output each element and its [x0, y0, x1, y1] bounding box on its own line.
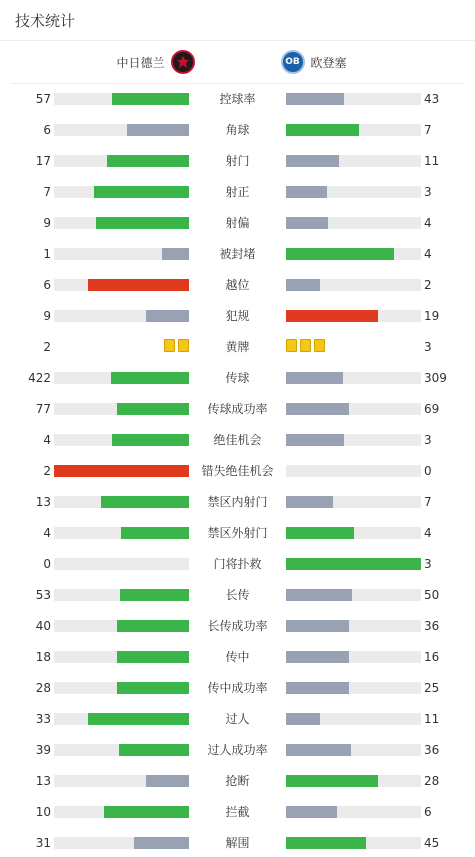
stat-label: 被封堵 [219, 247, 256, 261]
stat-label: 绝佳机会 [213, 433, 262, 447]
away-bar-fill [286, 186, 327, 198]
away-value: 4 [424, 526, 432, 540]
stat-label: 门将扑救 [213, 557, 262, 571]
away-bar-fill [286, 527, 354, 539]
stat-row [0, 338, 475, 356]
home-bar-track [54, 124, 189, 136]
away-bar-fill [286, 496, 333, 508]
home-value: 6 [43, 278, 51, 292]
away-value: 309 [424, 371, 447, 385]
home-bar-track [54, 837, 189, 849]
away-bar-fill [286, 93, 344, 105]
away-bar-track [286, 682, 421, 694]
away-bar-fill [286, 620, 349, 632]
stat-row [0, 369, 475, 387]
away-bar-track [286, 465, 421, 477]
stat-label: 射偏 [225, 216, 250, 230]
home-bar-fill [101, 496, 189, 508]
away-bar-fill [286, 651, 349, 663]
home-bar-track [54, 372, 189, 384]
away-bar-track [286, 403, 421, 415]
home-value: 1 [43, 247, 51, 261]
home-value: 13 [35, 495, 51, 509]
away-bar-fill [286, 744, 351, 756]
stat-label: 越位 [225, 278, 250, 292]
stat-row [0, 586, 475, 604]
away-value: 6 [424, 805, 432, 819]
home-bar-fill [117, 620, 189, 632]
home-bar-track [54, 217, 189, 229]
yellow-card-icon [286, 339, 297, 352]
away-bar-track [286, 279, 421, 291]
stat-row [0, 400, 475, 418]
stat-label: 犯规 [225, 309, 250, 323]
away-bar-fill [286, 682, 349, 694]
stat-row [0, 834, 475, 852]
stat-row [0, 276, 475, 294]
stat-row [0, 803, 475, 821]
stat-row [0, 307, 475, 325]
stat-row [0, 493, 475, 511]
home-bar-fill [121, 527, 189, 539]
away-value: 69 [424, 402, 440, 416]
away-value: 2 [424, 278, 432, 292]
away-value: 4 [424, 216, 432, 230]
away-bar-fill [286, 217, 328, 229]
home-bar-fill [120, 589, 189, 601]
stat-label: 错失绝佳机会 [201, 464, 274, 478]
home-bar-fill [134, 837, 189, 849]
home-bar-track [54, 465, 189, 477]
away-value: 3 [424, 557, 432, 571]
yellow-card-icon [314, 339, 325, 352]
home-team-logo-icon [171, 50, 195, 74]
away-bar-fill [286, 372, 343, 384]
stat-label: 传中 [225, 650, 250, 664]
stat-row [0, 214, 475, 232]
away-value: 50 [424, 588, 440, 602]
stat-row [0, 772, 475, 790]
home-bar-fill [117, 651, 189, 663]
yellow-card-icon [164, 339, 175, 352]
away-value: 4 [424, 247, 432, 261]
stat-label: 长传 [225, 588, 250, 602]
away-bar-fill [286, 713, 320, 725]
stat-row [0, 183, 475, 201]
away-value: 3 [424, 185, 432, 199]
home-bar-track [54, 186, 189, 198]
away-value: 36 [424, 619, 440, 633]
stat-label: 传中成功率 [207, 681, 268, 695]
home-bar-track [54, 744, 189, 756]
away-bar-track [286, 620, 421, 632]
home-bar-fill [88, 713, 189, 725]
away-bar-track [286, 372, 421, 384]
home-bar-track [54, 682, 189, 694]
home-value: 422 [28, 371, 51, 385]
away-bar-fill [286, 124, 359, 136]
away-bar-fill [286, 434, 344, 446]
home-value: 4 [43, 433, 51, 447]
home-value: 2 [43, 464, 51, 478]
away-bar-track [286, 496, 421, 508]
page-header [0, 0, 475, 41]
home-bar-fill [54, 465, 189, 477]
home-bar-track [54, 589, 189, 601]
home-value: 77 [35, 402, 51, 416]
home-yellow-cards [164, 339, 189, 353]
home-bar-track [54, 496, 189, 508]
away-bar-fill [286, 403, 349, 415]
stat-row [0, 648, 475, 666]
home-bar-track [54, 775, 189, 787]
away-value: 28 [424, 774, 440, 788]
away-bar-track [286, 527, 421, 539]
stat-row [0, 245, 475, 263]
home-bar-fill [104, 806, 189, 818]
home-value: 13 [35, 774, 51, 788]
stat-label: 解围 [225, 836, 250, 850]
away-bar-track [286, 775, 421, 787]
stat-label: 长传成功率 [207, 619, 268, 633]
away-bar-track [286, 248, 421, 260]
away-value: 19 [424, 309, 440, 323]
stat-row [0, 555, 475, 573]
home-value: 31 [35, 836, 51, 850]
home-bar-fill [107, 155, 189, 167]
home-value: 2 [43, 340, 51, 354]
away-value: 16 [424, 650, 440, 664]
stat-row [0, 431, 475, 449]
home-value: 9 [43, 216, 51, 230]
stat-label: 控球率 [219, 92, 256, 106]
away-bar-track [286, 806, 421, 818]
away-value: 36 [424, 743, 440, 757]
away-bar-track [286, 93, 421, 105]
home-value: 10 [35, 805, 51, 819]
away-bar-fill [286, 279, 320, 291]
yellow-card-icon [300, 339, 311, 352]
stat-label: 传球成功率 [207, 402, 268, 416]
away-value: 7 [424, 495, 432, 509]
home-bar-fill [88, 279, 189, 291]
home-value: 7 [43, 185, 51, 199]
yellow-card-icon [178, 339, 189, 352]
stat-row [0, 617, 475, 635]
home-bar-fill [146, 775, 189, 787]
home-bar-track [54, 310, 189, 322]
stat-row [0, 90, 475, 108]
home-bar-track [54, 806, 189, 818]
home-value: 57 [35, 92, 51, 106]
away-bar-track [286, 186, 421, 198]
stat-row [0, 679, 475, 697]
home-bar-fill [146, 310, 189, 322]
away-bar-track [286, 713, 421, 725]
stat-row [0, 710, 475, 728]
home-bar-track [54, 558, 189, 570]
stat-label: 黄牌 [225, 340, 250, 354]
away-bar-fill [286, 155, 339, 167]
home-bar-fill [94, 186, 189, 198]
home-bar-track [54, 527, 189, 539]
home-bar-fill [117, 682, 189, 694]
page-title: 技术统计 [15, 12, 76, 30]
away-value: 3 [424, 340, 432, 354]
stat-label: 禁区内射门 [207, 495, 268, 509]
stat-label: 禁区外射门 [207, 526, 268, 540]
away-bar-track [286, 744, 421, 756]
home-value: 53 [35, 588, 51, 602]
away-bar-fill [286, 806, 337, 818]
away-bar-track [286, 651, 421, 663]
home-bar-track [54, 651, 189, 663]
away-bar-fill [286, 310, 378, 322]
home-value: 6 [43, 123, 51, 137]
away-bar-fill [286, 589, 352, 601]
home-bar-fill [111, 372, 189, 384]
home-bar-track [54, 279, 189, 291]
away-bar-fill [286, 558, 421, 570]
away-bar-track [286, 434, 421, 446]
home-bar-fill [96, 217, 189, 229]
teams-header [10, 41, 465, 84]
away-bar-fill [286, 248, 394, 260]
home-bar-track [54, 434, 189, 446]
stat-row [0, 741, 475, 759]
away-bar-fill [286, 837, 366, 849]
home-value: 40 [35, 619, 51, 633]
away-yellow-cards [286, 339, 325, 353]
home-bar-track [54, 620, 189, 632]
stat-label: 拦截 [225, 805, 250, 819]
home-value: 9 [43, 309, 51, 323]
home-value: 28 [35, 681, 51, 695]
stat-label: 传球 [225, 371, 250, 385]
stat-row [0, 152, 475, 170]
away-value: 11 [424, 712, 440, 726]
stat-label: 过人成功率 [207, 743, 268, 757]
home-value: 0 [43, 557, 51, 571]
away-bar-track [286, 558, 421, 570]
stat-label: 过人 [225, 712, 250, 726]
home-bar-fill [117, 403, 189, 415]
stat-label: 射正 [225, 185, 250, 199]
away-value: 3 [424, 433, 432, 447]
away-bar-track [286, 589, 421, 601]
home-bar-fill [119, 744, 189, 756]
home-bar-track [54, 155, 189, 167]
home-bar-fill [127, 124, 189, 136]
stat-label: 抢断 [225, 774, 250, 788]
home-value: 39 [35, 743, 51, 757]
home-team-name: 中日德兰 [116, 55, 165, 70]
away-team[interactable] [281, 49, 347, 75]
stat-label: 射门 [225, 154, 250, 168]
home-bar-fill [162, 248, 189, 260]
away-bar-track [286, 155, 421, 167]
home-bar-fill [112, 434, 189, 446]
home-bar-track [54, 93, 189, 105]
home-value: 18 [35, 650, 51, 664]
home-value: 33 [35, 712, 51, 726]
away-value: 7 [424, 123, 432, 137]
away-bar-track [286, 124, 421, 136]
away-value: 11 [424, 154, 440, 168]
home-bar-track [54, 403, 189, 415]
home-value: 17 [35, 154, 51, 168]
home-bar-track [54, 248, 189, 260]
away-bar-track [286, 217, 421, 229]
away-value: 45 [424, 836, 440, 850]
away-value: 0 [424, 464, 432, 478]
stat-row [0, 462, 475, 480]
away-bar-fill [286, 775, 378, 787]
home-bar-fill [112, 93, 189, 105]
away-bar-track [286, 310, 421, 322]
away-team-logo-icon: OB [281, 50, 305, 74]
stat-label: 角球 [225, 123, 250, 137]
away-value: 25 [424, 681, 440, 695]
home-bar-track [54, 713, 189, 725]
stat-row [0, 121, 475, 139]
away-value: 43 [424, 92, 440, 106]
away-team-name: 欧登塞 [310, 55, 347, 70]
home-team[interactable] [116, 49, 194, 75]
home-value: 4 [43, 526, 51, 540]
stat-row [0, 524, 475, 542]
away-bar-track [286, 837, 421, 849]
